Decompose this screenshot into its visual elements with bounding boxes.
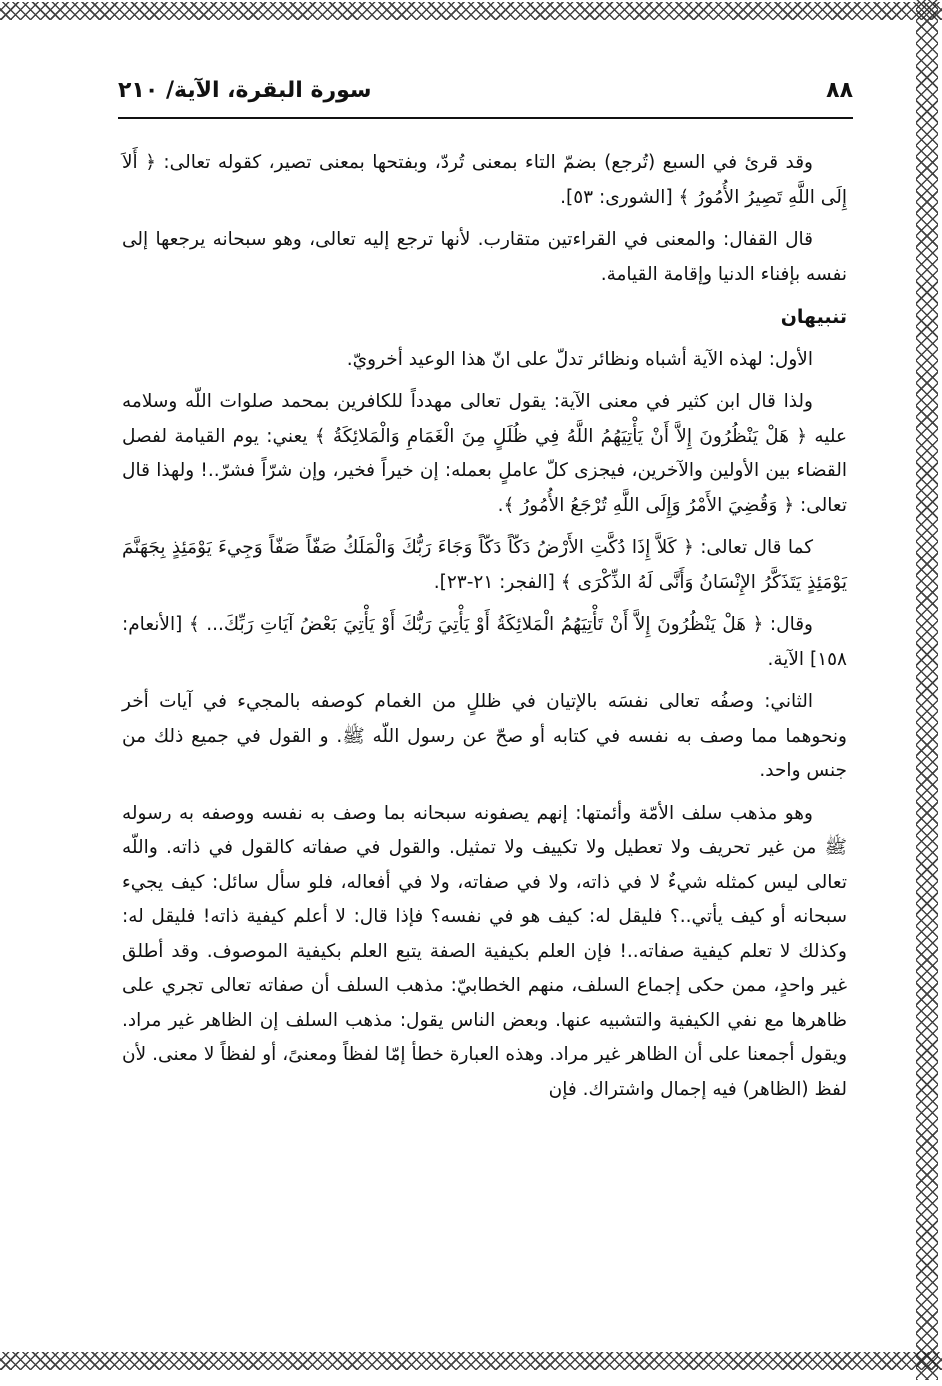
section-heading: تنبيهان: [780, 306, 847, 328]
paragraph: وقال: ﴿ هَلْ يَنْظُرُونَ إِلاَّ أَنْ تَأْتِيَهُمُ الْمَلائِكَةُ أَوْ يَأْتِيَ رَبُّكَ أَوْ يَأْتِيَ بَعْضُ آيَاتِ رَبِّكَ... ﴾ [الأنعام: ١٥٨] الآية.: [122, 614, 847, 670]
paragraph: الأول: لهذه الآية أشباه ونظائر تدلّ على انّ هذا الوعيد أخرويّ.: [346, 348, 813, 370]
paragraph: ولذا قال ابن كثير في معنى الآية: يقول تعالى مهدداً للكافرين بمحمد صلوات اللّه وسلامه عليه ﴿ هَلْ يَنْظُرُونَ إِلاَّ أَنْ يَأْتِيَهُمُ اللَّهُ فِي ظُلَلٍ مِنَ الْغَمَامِ وَالْمَلائِكَةُ ﴾ يعني: يوم القيامة لفصل القضاء بين الأولين والآخرين، فيجزى كلّ عاملٍ بعمله: إن خيراً فخير، وإن شرّاً فشرّ..! ولهذا قال تعالى: ﴿ وَقُضِيَ الأَمْرُ وَإِلَى اللَّهِ تُرْجَعُ الأُمُورُ ﴾.: [122, 391, 847, 516]
page-body: [122, 146, 847, 1346]
decorative-border-right: [916, 0, 938, 1380]
decorative-border-top: [0, 2, 942, 20]
paragraph: وقد قرئ في السبع (تُرجع) بضمّ التاء بمعنى تُردّ، وبفتحها بمعنى تصير، كقوله تعالى: ﴿ أَلاَ إِلَى اللَّهِ تَصِيرُ الأُمُورُ ﴾ [الشورى: ٥٣].: [122, 152, 847, 208]
page-number: ٨٨: [826, 78, 853, 103]
paragraph: الثاني: وصفُه تعالى نفسَه بالإتيان في ظللٍ من الغمام كوصفه بالمجيء في آيات أخر ونحوهما مما وصف به نفسه في كتابه أو صحّ عن رسول اللّه ﷺ. و القول في جميع ذلك من جنس واحد.: [122, 691, 847, 781]
paragraph: قال القفال: والمعنى في القراءتين متقارب. لأنها ترجع إليه تعالى، وهو سبحانه يرجعها إلى نفسه بإفناء الدنيا وإقامة القيامة.: [122, 229, 847, 285]
paragraph: وهو مذهب سلف الأمّة وأئمتها: إنهم يصفونه سبحانه بما وصف به نفسه ووصفه به رسوله ﷺ من غير تحريف ولا تعطيل ولا تكييف ولا تمثيل. والقول في صفاته كالقول في ذاته. واللّه تعالى ليس كمثله شيءٌ لا في ذاته، ولا في صفاته، ولا في أفعاله، فلو سأل سائل: كيف يجيء سبحانه أو كيف يأتي..؟ فليقل له: كيف هو في نفسه؟ فإذا قال: لا أعلم كيفية ذاته! فليقل له: وكذلك لا تعلم كيفية صفاته..! فإن العلم بكيفية الصفة يتبع العلم بكيفية الموصوف. وقد أطلق غير واحدٍ، ممن حكى إجماع السلف، منهم الخطابيّ: مذهب السلف أن صفاته تعالى تجري على ظاهرها مع نفي الكيفية والتشبيه عنها. وبعض الناس يقول: مذهب السلف إن الظاهر غير مراد. ويقول أجمعنا على أن الظاهر غير مراد. وهذه العبارة خطأ إمّا لفظاً ومعنىً، أو لفظاً لا معنى. لأن لفظ (الظاهر) فيه إجمال واشتراك. فإن: [122, 802, 847, 1100]
header-rule: [118, 117, 853, 119]
paragraph: كما قال تعالى: ﴿ كَلاَّ إِذَا دُكَّتِ الأَرْضُ دَكّاً دَكّاً وَجَاءَ رَبُّكَ وَالْمَلَكُ صَفّاً صَفّاً وَجِيءَ يَوْمَئِذٍ بِجَهَنَّمَ يَوْمَئِذٍ يَتَذَكَّرُ الإِنْسَانُ وَأَنَّى لَهُ الذِّكْرَى ﴾ [الفجر: ٢١-٢٣].: [122, 537, 847, 593]
decorative-border-bottom: [0, 1352, 942, 1370]
running-title: سورة البقرة، الآية/ ٢١٠: [118, 78, 372, 103]
page-header: [118, 78, 853, 114]
